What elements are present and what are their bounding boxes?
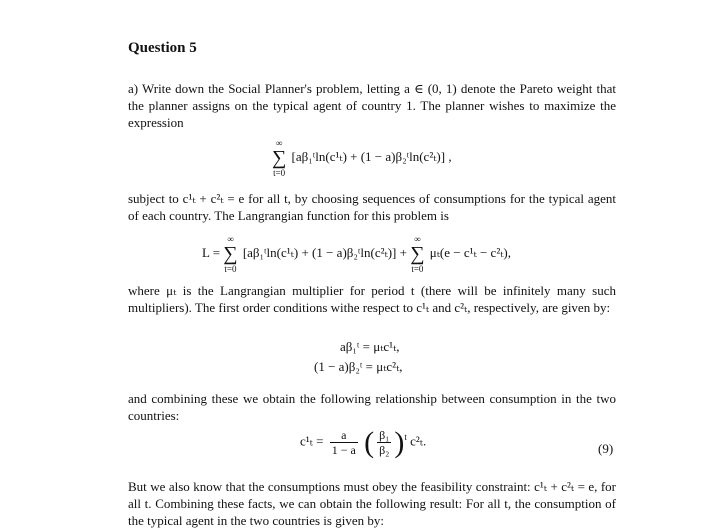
paragraph-combining: and combining these we obtain the following relationship between consumption in the two countries:: [128, 391, 616, 423]
sum-symbol: ∞ ∑ t=0: [272, 138, 287, 178]
lagrangian-equation: [202, 234, 511, 274]
equation-9: c¹ₜ = $\frac{a}{1 - a}$ ( $\frac{\text{β₁}}{\text{β₂}}$ )$^t$ c²ₜ.: [300, 426, 427, 459]
eq9-exponent: t: [404, 432, 407, 443]
paragraph-subject: subject to c¹ₜ + c²ₜ = e for all t, by choosing sequences of consumptions for the typical agent of each country. The Langrangian function for this problem is: [128, 191, 616, 223]
objective-equation: [272, 138, 452, 178]
equation-number: (9): [598, 441, 614, 456]
weight-fraction: $\frac{a}{1 - a}$: [331, 428, 356, 457]
question-heading: Question 5: [128, 40, 197, 56]
lagrangian-lhs: L =: [202, 244, 221, 260]
foc-equation-1: aβ₁ᵗ = μₜc¹ₜ,: [340, 339, 400, 354]
eq9-tail: c²ₜ.: [410, 433, 427, 449]
lagrangian-part-2: μₜ(e − c¹ₜ − c²ₜ),: [429, 244, 512, 260]
paragraph-a: a) Write down the Social Planner's problem, letting a ∈ (0, 1) denote the Pareto weight that the planner assigns on the typical agent of country 1. The planner wishes to maximize the expression: [128, 81, 616, 130]
sum-symbol: ∞ ∑ t=0: [223, 234, 238, 274]
eq9-lhs: c¹ₜ =: [300, 433, 324, 449]
sum-symbol: ∞ ∑ t=0: [410, 234, 425, 274]
objective-expression: [aβ₁ᵗln(c¹ₜ) + (1 − a)β₂ᵗln(c²ₜ)] ,: [291, 148, 452, 164]
lagrangian-part-1: [aβ₁ᵗln(c¹ₜ) + (1 − a)β₂ᵗln(c²ₜ)] +: [242, 244, 407, 260]
paragraph-where: where μₜ is the Langrangian multiplier for period t (there will be infinitely many such multipliers). The first order conditions withe respect to c¹ₜ and c²ₜ, respectively, are given by:: [128, 283, 616, 315]
foc-equation-2: (1 − a)β₂ᵗ = μₜc²ₜ,: [314, 359, 403, 374]
paragraph-but: But we also know that the consumptions must obey the feasibility constraint: c¹ₜ + c²ₜ = e, for all t. Combining these facts, we can obtain the following result: For all t, the consumption of the typical agent in the two countries is given by:: [128, 479, 616, 528]
discount-ratio: $\frac{\text{β₁}}{\text{β₂}}$: [379, 428, 390, 457]
